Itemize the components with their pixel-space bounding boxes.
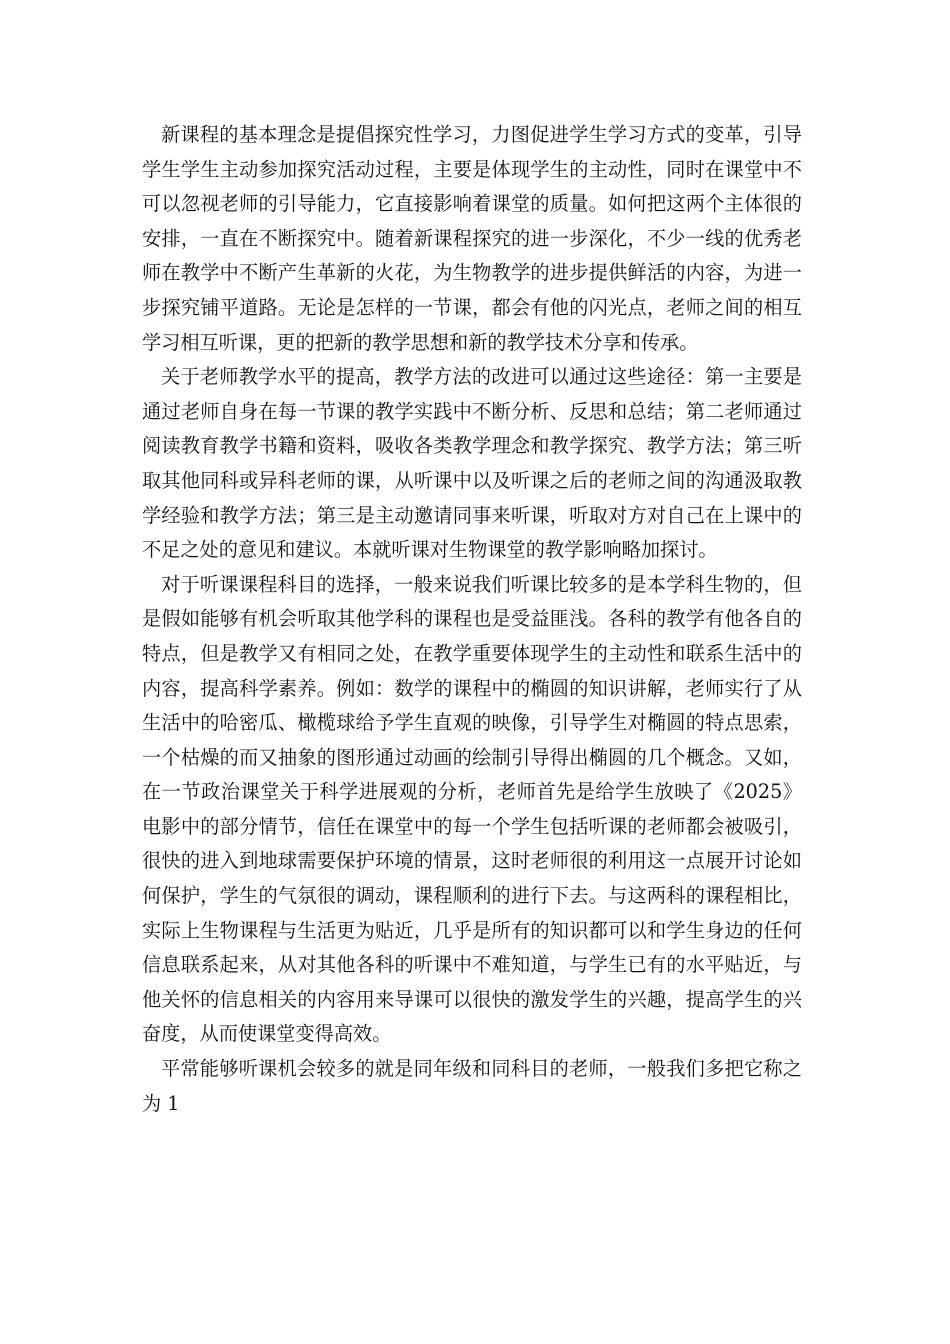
paragraph-3: 对于听课课程科目的选择，一般来说我们听课比较多的是本学科生物的，但是假如能够有机会听取其他学科的课程也是受益匪浅。各科的教学有他各自的特点，但是教学又有相同之处，在教学重要体现学生的主动性和联系生活中的内容，提高科学素养。例如：数学的课程中的椭圆的知识讲解，老师实行了从生活中的哈密瓜、橄榄球给予学生直观的映像，引导学生对椭圆的特点思索，一个枯燥的而又抽象的图形通过动画的绘制引导得出椭圆的几个概念。又如，在一节政治课堂关于科学进展观的分析，老师首先是给学生放映了《2025》电影中的部分情节，信任在课堂中的每一个学生包括听课的老师都会被吸引，很快的进入到地球需要保护环境的情景，这时老师很的利用这一点展开讨论如何保护，学生的气氛很的调动，课程顺利的进行下去。与这两科的课程相比，实际上生物课程与生活更为贴近，几乎是所有的知识都可以和学生身边的任何信息联系起来，从对其他各科的听课中不难知道，与学生已有的水平贴近，与他关怀的信息相关的内容用来导课可以很快的激发学生的兴趣，提高学生的兴奋度，从而使课堂变得高效。 [142, 572, 802, 1046]
paragraph-4: 平常能够听课机会较多的就是同年级和同科目的老师，一般我们多把它称之为 1 [142, 1057, 802, 1115]
paragraph-2: 关于老师教学水平的提高，教学方法的改进可以通过这些途径：第一主要是通过老师自身在每一节课的教学实践中不断分析、反思和总结；第二老师通过阅读教育教学书籍和资料，吸收各类教学理念和教学探究、教学方法；第三听取其他同科或异科老师的课，从听课中以及听课之后的老师之间的沟通汲取教学经验和教学方法；第三是主动邀请同事来听课，听取对方对自己在上课中的不足之处的意见和建议。本就听课对生物课堂的教学影响略加探讨。 [142, 365, 802, 562]
paragraph-1: 新课程的基本理念是提倡探究性学习，力图促进学生学习方式的变革，引导学生学生主动参加探究活动过程，主要是体现学生的主动性，同时在课堂中不可以忽视老师的引导能力，它直接影响着课堂的质量。如何把这两个主体很的安排，一直在不断探究中。随着新课程探究的进一步深化，不少一线的优秀老师在教学中不断产生革新的火花，为生物教学的进步提供鲜活的内容，为进一步探究铺平道路。无论是怎样的一节课，都会有他的闪光点，老师之间的相互学习相互听课，更的把新的教学思想和新的教学技术分享和传承。 [142, 123, 802, 354]
document-body [142, 118, 802, 1121]
